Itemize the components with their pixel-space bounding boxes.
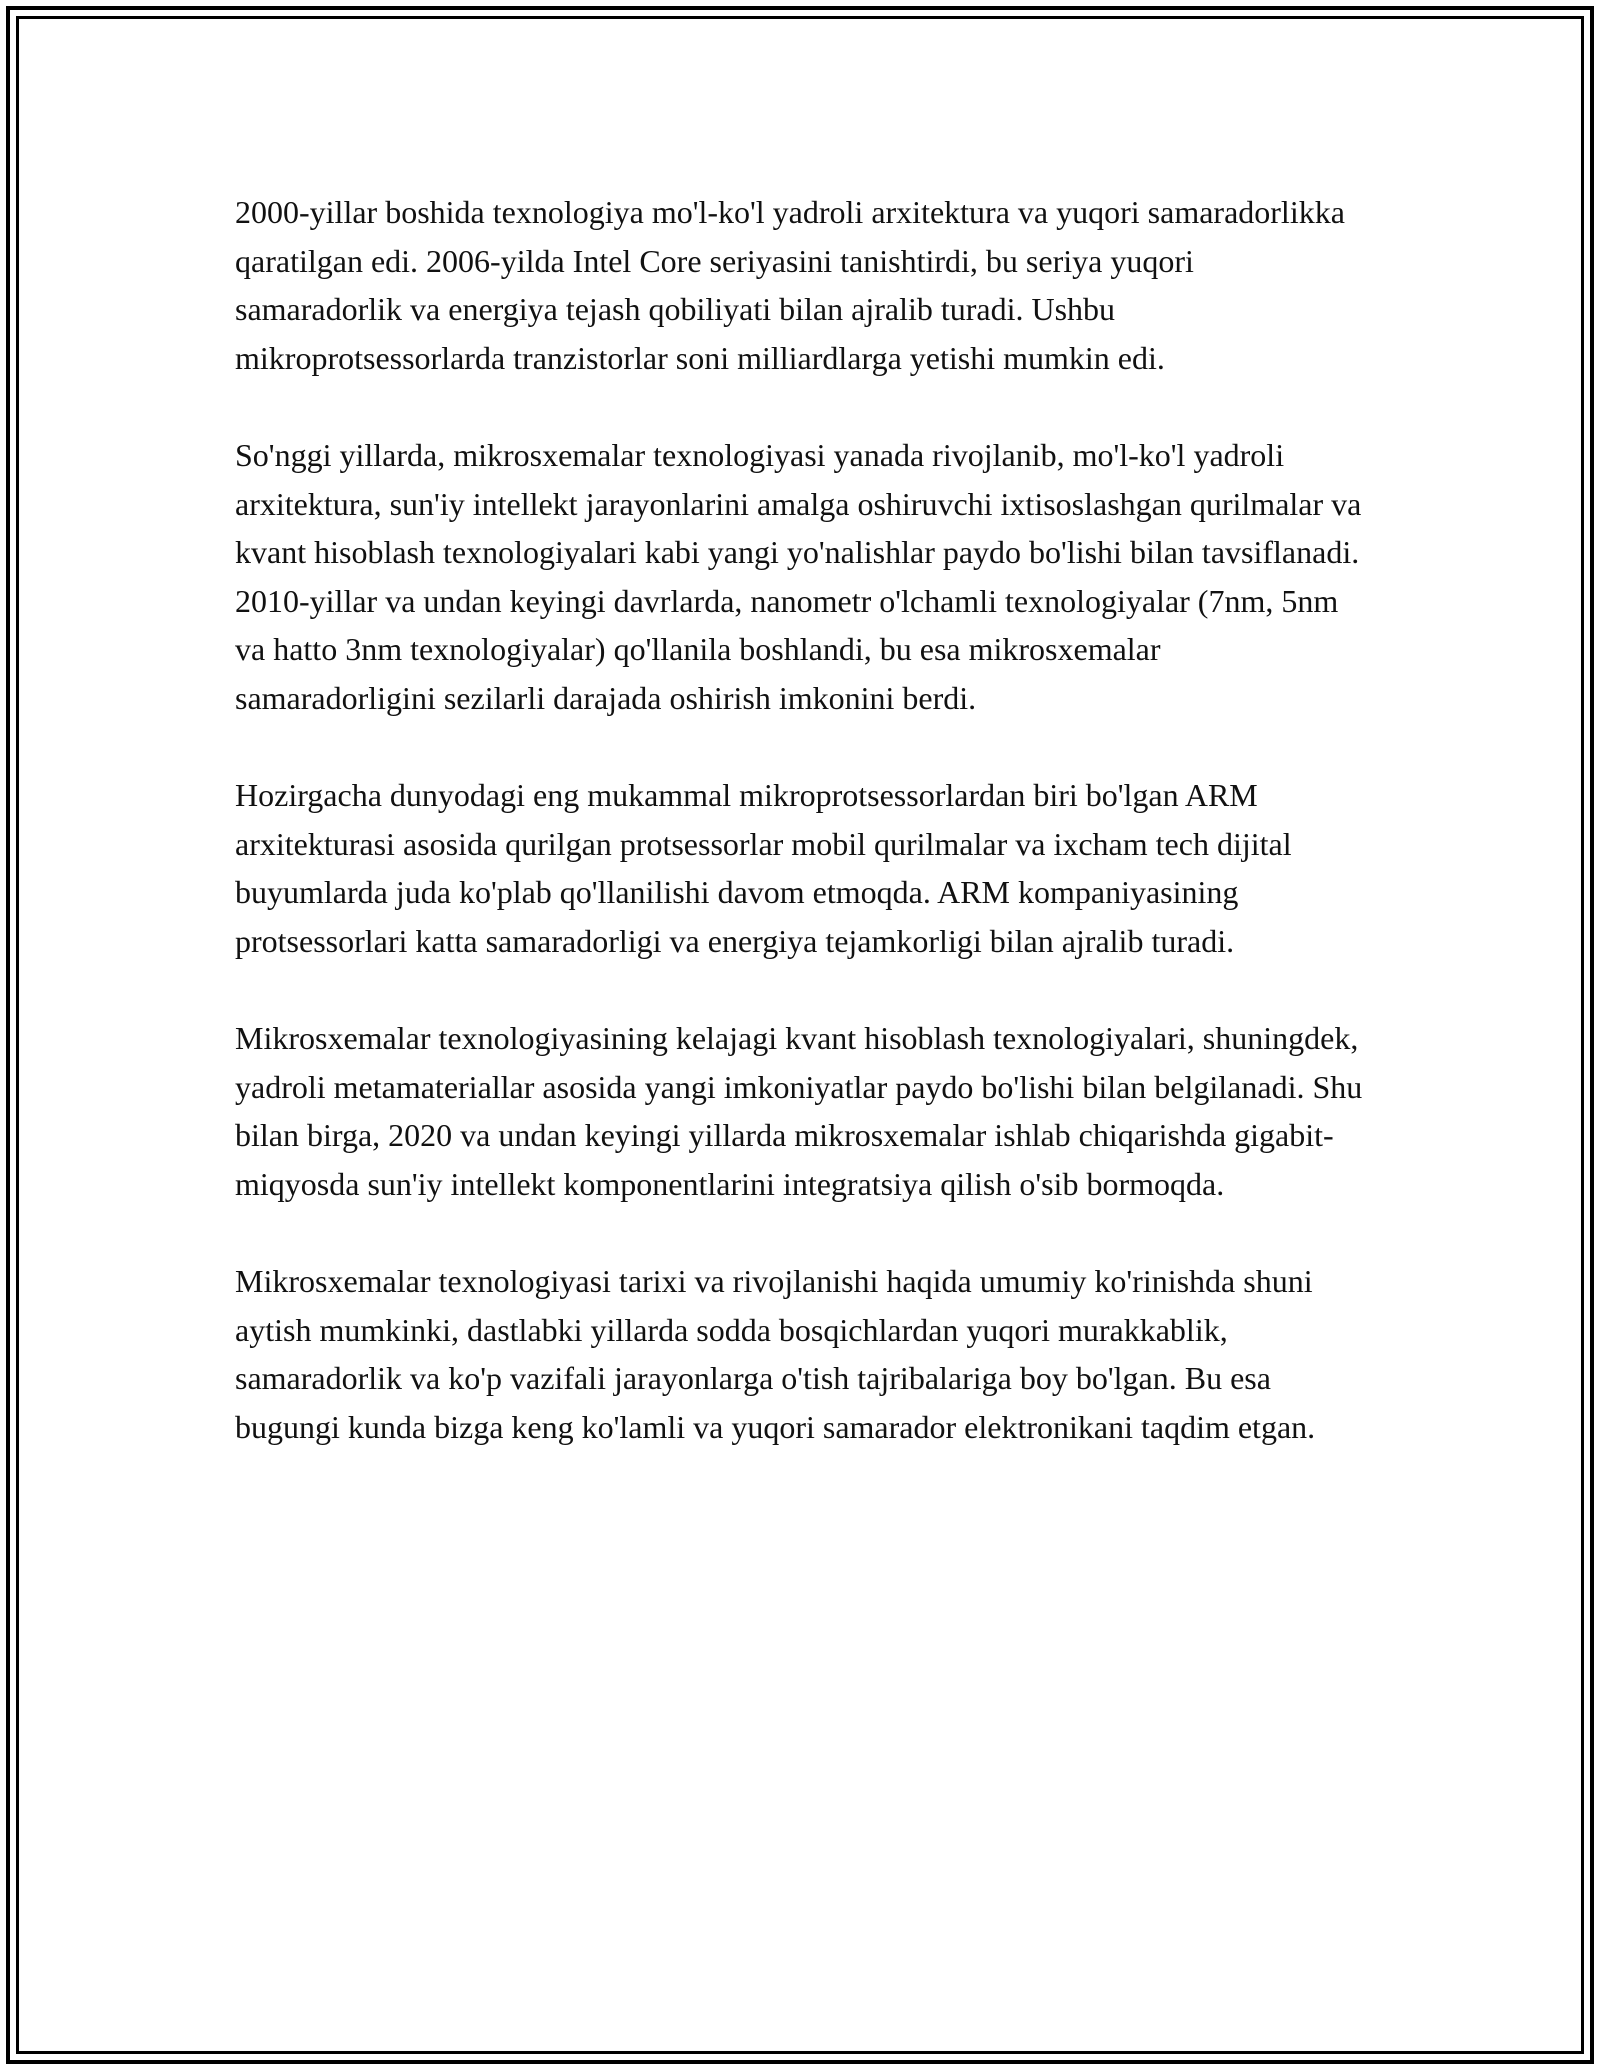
paragraph-5: Mikrosxemalar texnologiyasi tarixi va rivojlanishi haqida umumiy ko'rinishda shuni aytish mumkinki, dastlabki yillarda sodda bosqichlardan yuqori murakkablik, samaradorlik va ko'p vazifali jarayonlarga o'tish tajribalariga boy bo'lgan. Bu esa bugungi kunda bizga keng ko'lamli va yuqori samarador elektronikani taqdim etgan.	[235, 1263, 1316, 1445]
paragraph-4: Mikrosxemalar texnologiyasining kelajagi kvant hisoblash texnologiyalari, shuningdek, yadroli metamateriallar asosida yangi imkoniyatlar paydo bo'lishi bilan belgilanadi. Shu bilan birga, 2020 va undan keyingi yillarda mikrosxemalar ishlab chiqarishda gigabit-miqyosda sun'iy intellekt komponentlarini integratsiya qilish o'sib bormoqda.	[235, 1020, 1363, 1202]
paragraph-2: So'nggi yillarda, mikrosxemalar texnologiyasi yanada rivojlanib, mo'l-ko'l yadroli arxitektura, sun'iy intellekt jarayonlarini amalga oshiruvchi ixtisoslashgan qurilmalar va kvant hisoblash texnologiyalari kabi yangi yo'nalishlar paydo bo'lishi bilan tavsiflanadi. 2010-yillar va undan keyingi davrlarda, nanometr o'lchamli texnologiyalar (7nm, 5nm va hatto 3nm texnologiyalar) qo'llanila boshlandi, bu esa mikrosxemalar samaradorligini sezilarli darajada oshirish imkonini berdi.	[235, 436, 1362, 716]
paragraph-3: Hozirgacha dunyodagi eng mukammal mikroprotsessorlardan biri bo'lgan ARM arxitekturasi asosida qurilgan protsessorlar mobil qurilmalar va ixcham tech dijital buyumlarda juda ko'plab qo'llanilishi davom etmoqda. ARM kompaniyasining protsessorlari katta samaradorligi va energiya tejamkorligi bilan ajralib turadi.	[235, 777, 1292, 959]
document-body	[235, 188, 1365, 1500]
paragraph-1: 2000-yillar boshida texnologiya mo'l-ko'l yadroli arxitektura va yuqori samaradorlikka qaratilgan edi. 2006-yilda Intel Core seriyasini tanishtirdi, bu seriya yuqori samaradorlik va energiya tejash qobiliyati bilan ajralib turadi. Ushbu mikroprotsessorlarda tranzistorlar soni milliardlarga yetishi mumkin edi.	[235, 194, 1345, 376]
